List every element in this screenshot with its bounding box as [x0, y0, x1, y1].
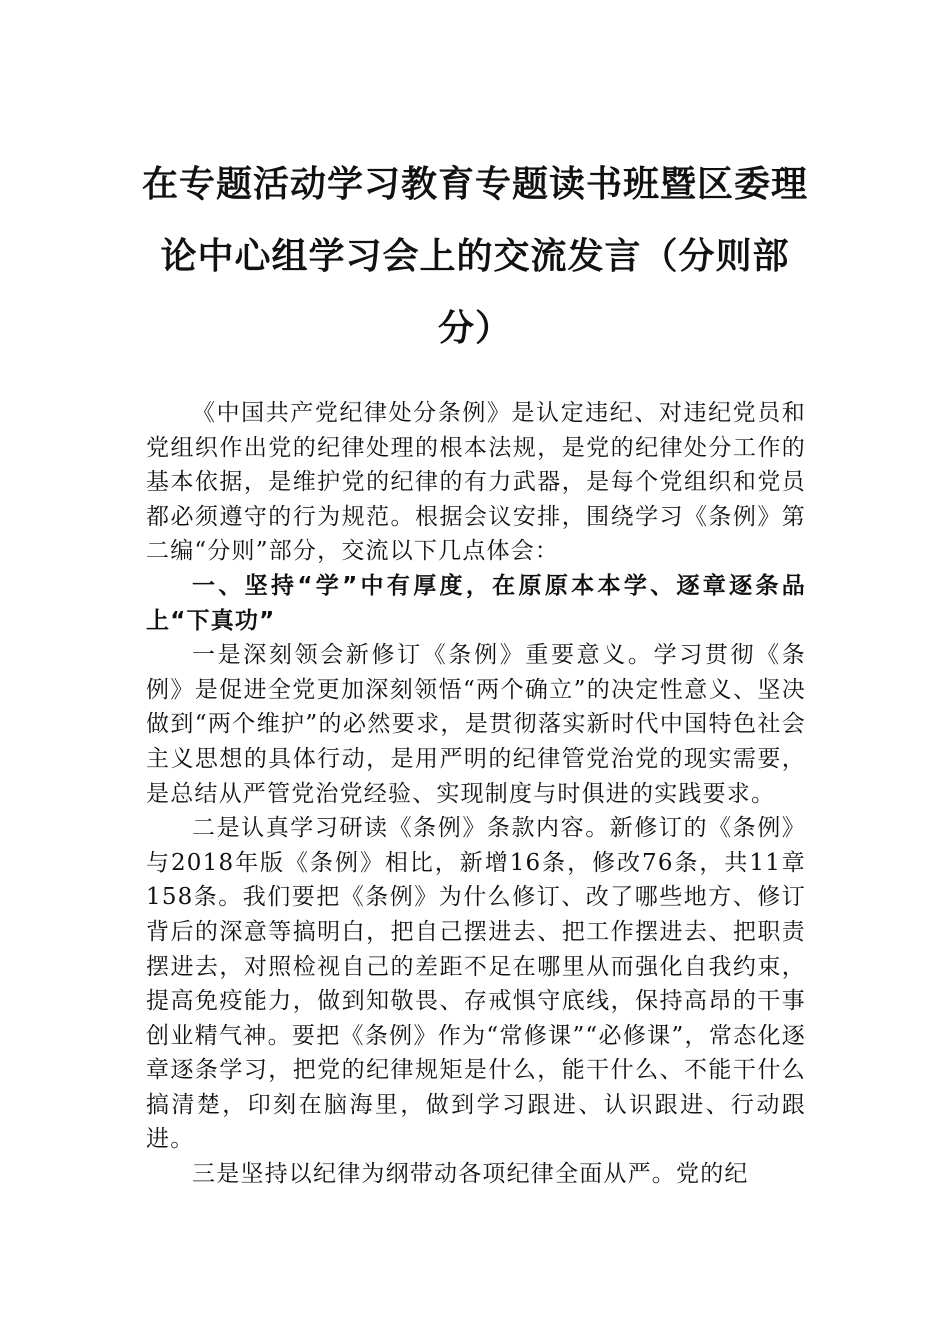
document-title — [140, 148, 810, 364]
document-body — [146, 396, 806, 1192]
paragraph-point-3: 三是坚持以纪律为纲带动各项纪律全面从严。党的纪 — [192, 1161, 749, 1188]
title-line-1: 在专题活动学习教育专题读书班暨区委理 — [141, 163, 808, 205]
title-line-2: 论中心组学习会上的交流发言（分则部 — [160, 235, 790, 277]
paragraph-point-2: 二是认真学习研读《条例》条款内容。新修订的《条例》与2018年版《条例》相比，新增16条，修改76条，共11章158条。我们要把《条例》为什么修订、改了哪些地方、修订背后的深意等搞明白，把自己摆进去、把工作摆进去、把职责摆进去，对照检视自己的差距不足在哪里从而强化自我约束，提高免疫能力，做到知敬畏、存戒惧守底线，保持高昂的干事创业精气神。要把《条例》作为“常修课”“必修课”，常态化逐章逐条学习，把党的纪律规矩是什么，能干什么、不能干什么搞清楚，印刻在脑海里，做到学习跟进、认识跟进、行动跟进。 — [146, 815, 806, 1153]
section-heading-1: 一、坚持“学”中有厚度，在原原本本学、逐章逐条品上“下真功” — [146, 572, 806, 634]
intro-paragraph: 《中国共产党纪律处分条例》是认定违纪、对违纪党员和党组织作出党的纪律处理的根本法规，是党的纪律处分工作的基本依据，是维护党的纪律的有力武器，是每个党组织和党员都必须遵守的行为规范。根据会议安排，围绕学习《条例》第二编“分则”部分，交流以下几点体会： — [146, 400, 806, 565]
paragraph-point-1: 一是深刻领会新修订《条例》重要意义。学习贯彻《条例》是促进全党更加深刻领悟“两个确立”的决定性意义、坚决做到“两个维护”的必然要求，是贯彻落实新时代中国特色社会主义思想的具体行动，是用严明的纪律管党治党的现实需要，是总结从严管党治党经验、实现制度与时俱进的实践要求。 — [146, 642, 806, 807]
title-line-3: 分） — [437, 307, 512, 349]
